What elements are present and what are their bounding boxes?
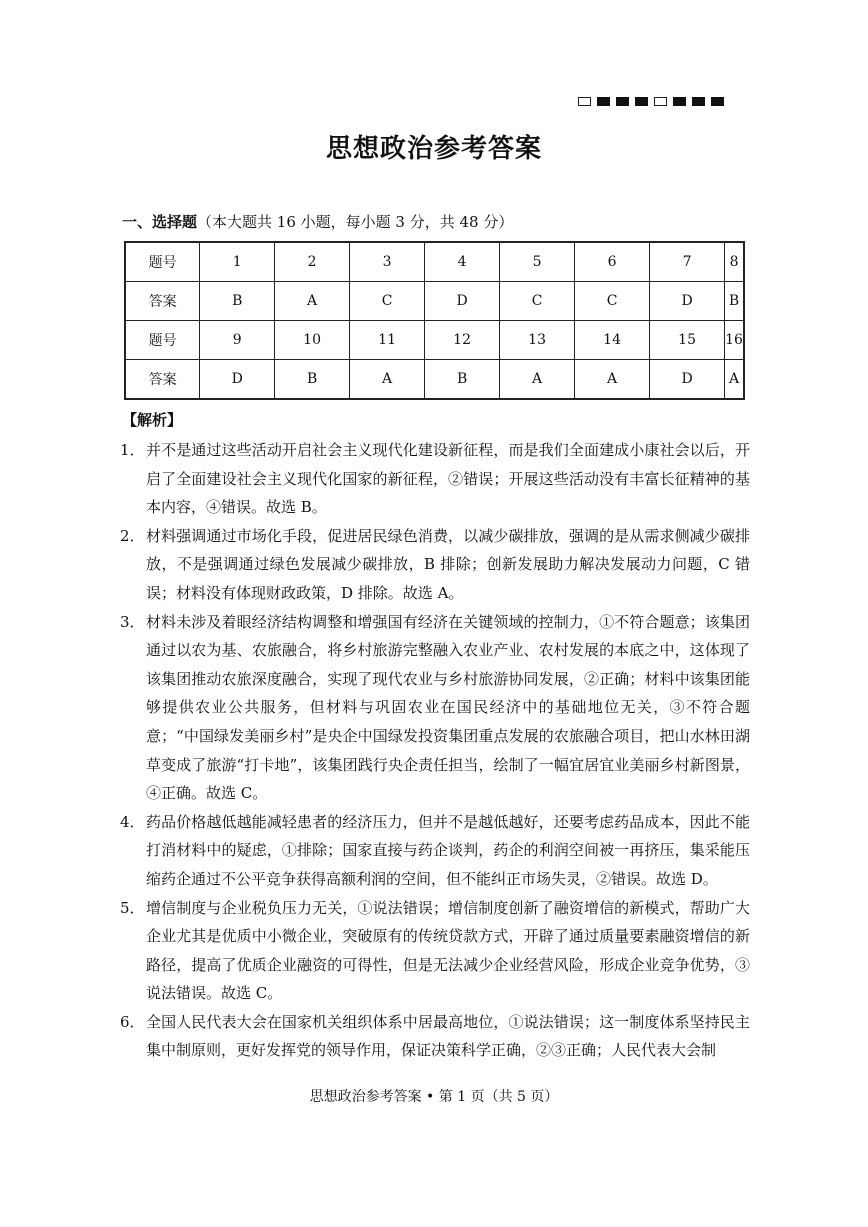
table-cell: B xyxy=(275,360,350,400)
header-mark-filled xyxy=(616,97,629,106)
header-mark-filled xyxy=(711,97,724,106)
table-cell: 10 xyxy=(275,321,350,360)
item-text: 材料未涉及着眼经济结构调整和增强国有经济在关键领域的控制力，①不符合题意；该集团通过以农为基、农旅融合，将乡村旅游完整融入农业产业、农村发展的本底之中，这体现了该集团推动农旅深度融合，实现了现代农业与乡村旅游协同发展，②正确；材料中该集团能够提供农业公共服务，但材料与巩固农业在国民经济中的基础地位无关，③不符合题意；“中国绿发美丽乡村”是央企中国绿发投资集团重点发展的农旅融合项目，把山水林田湖草变成了旅游“打卡地”，该集团践行央企责任担当，绘制了一幅宜居宜业美丽乡村新图景，④正确。故选 C。 xyxy=(146,612,750,803)
section-note: （本大题共 16 小题，每小题 3 分，共 48 分） xyxy=(197,213,514,231)
table-row-header: 题号 xyxy=(125,321,200,360)
table-row xyxy=(125,282,744,321)
header-mark-filled xyxy=(597,97,610,106)
table-row xyxy=(125,360,744,400)
table-cell: D xyxy=(200,360,275,400)
table-cell: C xyxy=(575,282,650,321)
analysis-item xyxy=(120,608,750,808)
header-mark-empty xyxy=(578,97,591,106)
item-number: 1． xyxy=(120,441,145,459)
analysis-item xyxy=(120,1008,750,1065)
page-title: 思想政治参考答案 xyxy=(325,134,542,164)
item-text: 全国人民代表大会在国家机关组织体系中居最高地位，①说法错误；这一制度体系坚持民主集中制原则，更好发挥党的领导作用，保证决策科学正确，②③正确；人民代表大会制 xyxy=(146,1012,750,1060)
table-cell: 14 xyxy=(575,321,650,360)
table-cell: 13 xyxy=(500,321,575,360)
header-marks xyxy=(578,97,730,109)
table-cell: D xyxy=(650,360,725,400)
header-mark-empty xyxy=(654,97,667,106)
analysis-heading: 【解析】 xyxy=(122,411,183,429)
table-row-header: 题号 xyxy=(125,242,200,282)
item-text: 并不是通过这些活动开启社会主义现代化建设新征程，而是我们全面建成小康社会以后，开启了全面建设社会主义现代化国家的新征程，②错误；开展这些活动没有丰富长征精神的基本内容，④错误。故选 B。 xyxy=(146,441,750,517)
item-number: 4． xyxy=(120,812,145,831)
analysis-item xyxy=(120,808,750,894)
table-cell: B xyxy=(725,282,744,321)
analysis-item xyxy=(120,894,750,1008)
header-mark-filled xyxy=(692,97,705,106)
table-cell: B xyxy=(200,282,275,321)
item-number: 5． xyxy=(120,898,145,917)
table-cell: 3 xyxy=(350,242,425,282)
analysis-item xyxy=(120,522,750,608)
table-cell: A xyxy=(500,360,575,400)
page-footer: 思想政治参考答案 • 第 1 页（共 5 页） xyxy=(309,1089,559,1105)
table-cell: 16 xyxy=(725,321,744,360)
table-cell: B xyxy=(425,360,500,400)
table-cell: 1 xyxy=(200,242,275,282)
item-number: 3． xyxy=(120,612,145,631)
table-cell: 11 xyxy=(350,321,425,360)
table-cell: A xyxy=(575,360,650,400)
table-cell: 4 xyxy=(425,242,500,282)
table-cell: 2 xyxy=(275,242,350,282)
analysis-list xyxy=(120,436,750,1065)
table-cell: A xyxy=(275,282,350,321)
table-row xyxy=(125,321,744,360)
item-number: 6． xyxy=(120,1012,145,1031)
item-text: 药品价格越低越能减轻患者的经济压力，但并不是越低越好，还要考虑药品成本，因此不能打消材料中的疑虑，①排除；国家直接与药企谈判，药企的利润空间被一再挤压，集采能压缩药企通过不公平竞争获得高额利润的空间，但不能纠正市场失灵，②错误。故选 D。 xyxy=(146,812,750,888)
section-title: 一、选择题 xyxy=(122,213,198,231)
section-heading xyxy=(122,211,513,232)
table-cell: A xyxy=(725,360,744,400)
table-cell: 12 xyxy=(425,321,500,360)
table-cell: 5 xyxy=(500,242,575,282)
table-row xyxy=(125,242,744,282)
table-cell: D xyxy=(425,282,500,321)
table-row-header: 答案 xyxy=(125,282,200,321)
table-cell: 15 xyxy=(650,321,725,360)
table-row-header: 答案 xyxy=(125,360,200,400)
table-cell: 6 xyxy=(575,242,650,282)
header-mark-filled xyxy=(635,97,648,106)
table-cell: A xyxy=(350,360,425,400)
table-cell: 9 xyxy=(200,321,275,360)
analysis-item xyxy=(120,436,750,522)
header-mark-filled xyxy=(673,97,686,106)
table-cell: C xyxy=(350,282,425,321)
table-cell: C xyxy=(500,282,575,321)
table-cell: 7 xyxy=(650,242,725,282)
item-text: 增信制度与企业税负压力无关，①说法错误；增信制度创新了融资增信的新模式，帮助广大企业尤其是优质中小微企业，突破原有的传统贷款方式，开辟了通过质量要素融资增信的新路径，提高了优质企业融资的可得性，但是无法减少企业经营风险，形成企业竞争优势，③说法错误。故选 C。 xyxy=(146,898,750,1003)
item-text: 材料强调通过市场化手段，促进居民绿色消费，以减少碳排放，强调的是从需求侧减少碳排放，不是强调通过绿色发展减少碳排放，B 排除；创新发展助力解决发展动力问题，C 错误；材料没有体现财政政策，D 排除。故选 A。 xyxy=(146,526,750,602)
item-number: 2． xyxy=(120,526,145,545)
table-cell: 8 xyxy=(725,242,744,282)
answer-table xyxy=(124,241,745,400)
table-cell: D xyxy=(650,282,725,321)
